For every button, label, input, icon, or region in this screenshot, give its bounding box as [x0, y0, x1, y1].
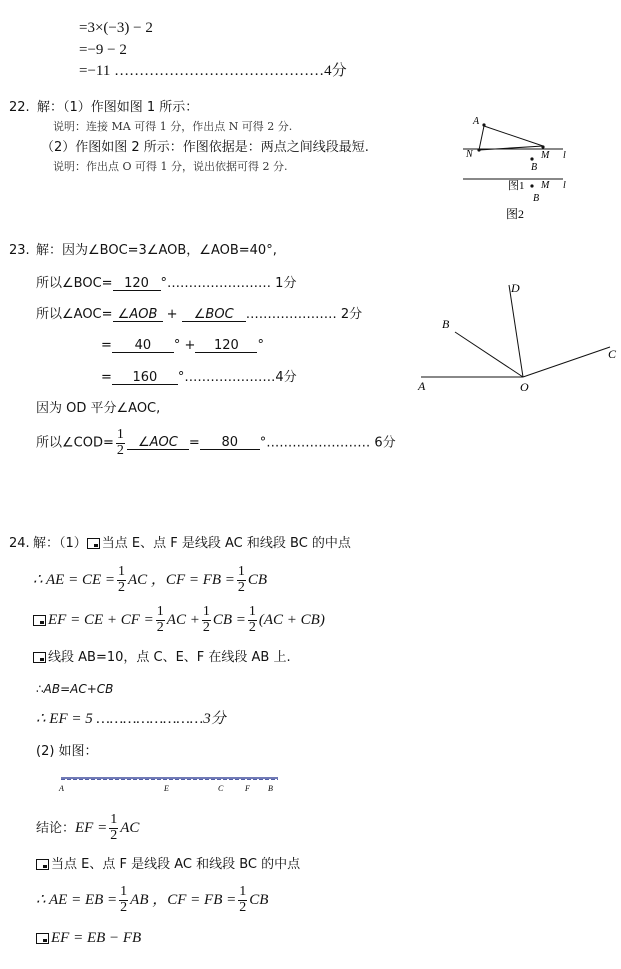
- q24-line3-c: CB =: [212, 611, 246, 628]
- q23-row1: [36, 277, 296, 291]
- q24-line2-b: AC ，CF = FB =: [128, 571, 235, 588]
- q24-line3: [33, 602, 325, 638]
- q24-seg-A: A: [59, 784, 64, 793]
- q24-line10-b: AB ，CF = FB =: [130, 891, 237, 908]
- q24-line3-d: (AC + CB): [258, 611, 325, 628]
- q23-row6-frac: [116, 428, 125, 458]
- q23-row4-post: °…………………4分: [177, 370, 297, 385]
- frac-den: 2: [118, 579, 126, 595]
- q22-pt-B2: B: [533, 193, 540, 204]
- q23-row3-blank2: 120: [195, 339, 257, 353]
- frac-den: 2: [239, 899, 247, 915]
- q23-row4-eq: =: [101, 370, 112, 385]
- q24-line11: [36, 931, 141, 946]
- q24-line2-a: ∴ AE = CE =: [33, 571, 116, 588]
- q22-fig1-label: 图1: [508, 180, 525, 192]
- q22-number: 22.: [9, 100, 30, 115]
- q22-figure: [455, 110, 580, 230]
- q23-row2-pre: 所以∠AOC=: [36, 307, 113, 322]
- frac-num: 1: [202, 603, 210, 619]
- q23-row2-blank2: ∠BOC: [182, 308, 246, 322]
- because-symbol-icon: [36, 933, 49, 944]
- frac-num: 1: [120, 883, 128, 899]
- q24-seg-E: E: [164, 784, 169, 793]
- q23-row4: [101, 371, 297, 385]
- q24-line3-b: AC +: [166, 611, 200, 628]
- q23-row2-blank1: ∠AOB: [113, 308, 163, 322]
- q22-part1-note: 说明：连接 MA 可得 1 分，作出点 N 可得 2 分.: [53, 120, 293, 133]
- q23-number: 23.: [9, 243, 30, 258]
- calc-line-3: =−11 ……………………………………4分: [79, 63, 347, 79]
- q22-pt-M: M: [541, 150, 550, 161]
- frac-num: 1: [237, 563, 245, 579]
- q22-line-l-2: l: [563, 180, 566, 191]
- q23-row2-plus: +: [166, 307, 178, 322]
- q24-line3-frac1: [156, 605, 165, 635]
- q24-segment-figure: [55, 772, 285, 796]
- q24-line5: ∴AB=AC+CB: [36, 682, 114, 696]
- q24-line2-frac1: [117, 565, 126, 595]
- q23-row2: [36, 308, 362, 322]
- frac-den: 2: [156, 619, 164, 635]
- calc-line-1: =3×(−3) − 2: [79, 20, 153, 36]
- q23-row6-blank2: 80: [200, 436, 260, 450]
- q24-seg-C: C: [218, 784, 224, 793]
- q24-conclusion-a: EF =: [75, 819, 108, 836]
- q24-conclusion-frac: [109, 813, 118, 843]
- q23-row6-eq: =: [188, 435, 200, 451]
- because-symbol-icon: [87, 538, 100, 549]
- q24-seg-B: B: [268, 784, 273, 793]
- q23-angle-figure: [405, 275, 620, 400]
- q23-pt-D: D: [511, 281, 520, 295]
- q22-pt-B: B: [531, 162, 538, 173]
- q24-line1-text: 当点 E、点 F 是线段 AC 和线段 BC 的中点: [101, 536, 351, 551]
- q23-row2-post: ………………… 2分: [245, 307, 363, 322]
- q23-row6: [36, 428, 396, 460]
- q23-pt-C: C: [608, 347, 617, 361]
- q23-row6-pre: 所以∠COD=: [36, 435, 114, 451]
- q23-row3-eq: =: [101, 338, 112, 353]
- q22-part2-note: 说明：作出点 O 可得 1 分，说出依据可得 2 分.: [53, 160, 288, 173]
- frac-den: 2: [110, 827, 118, 843]
- q22-line-l-1: l: [563, 150, 566, 161]
- q24-line7: (2) 如图：: [36, 744, 98, 759]
- q24-line11-text: EF = EB − FB: [51, 930, 142, 946]
- q24-line3-a: EF = CE + CF =: [48, 611, 154, 628]
- frac-den: 2: [248, 619, 256, 635]
- q23-row6-frac-num: 1: [116, 427, 124, 442]
- q22-pt-M2: M: [541, 180, 550, 191]
- q24-line6: ∴ EF = 5 ……………………3分: [36, 711, 226, 727]
- q23-row3-deg: °: [257, 338, 264, 353]
- q24-line3-frac3: [248, 605, 257, 635]
- q23-row3-blank1: 40: [112, 339, 174, 353]
- frac-num: 1: [239, 883, 247, 899]
- frac-num: 1: [248, 603, 256, 619]
- frac-num: 1: [156, 603, 164, 619]
- q24-line10-frac2: [238, 885, 247, 915]
- q23-row4-blank: 160: [112, 371, 178, 385]
- q24-line2-c: CB: [247, 571, 268, 588]
- q23-pt-B: B: [442, 317, 450, 331]
- q24-line1-pre: 解：（1）: [33, 536, 87, 551]
- q24-line3-frac2: [202, 605, 211, 635]
- q24-line4-text: 线段 AB=10，点 C、E、F 在线段 AB 上.: [48, 650, 291, 665]
- q22-fig2-label: 图2: [506, 207, 525, 221]
- q24-line2-frac2: [237, 565, 246, 595]
- q24-number: 24.: [9, 536, 30, 551]
- q23-row1-pre: 所以∠BOC=: [36, 276, 113, 291]
- q24-line2: [33, 562, 267, 598]
- frac-den: 2: [237, 579, 245, 595]
- q24-conclusion: [36, 810, 139, 846]
- q24-conclusion-b: AC: [120, 819, 140, 836]
- q22-pt-A: A: [473, 116, 480, 127]
- q23-row6-post: °…………………… 6分: [259, 435, 396, 451]
- frac-den: 2: [202, 619, 210, 635]
- q23-row1-blank: 120: [113, 277, 161, 291]
- q24-line10-c: CB: [249, 891, 269, 908]
- q24-line4: [33, 651, 291, 664]
- frac-den: 2: [120, 899, 128, 915]
- q22-pt-N: N: [466, 149, 473, 160]
- q24-line10-a: ∴ AE = EB =: [36, 891, 118, 908]
- frac-num: 1: [110, 811, 118, 827]
- q23-row5: 因为 OD 平分∠AOC,: [36, 401, 161, 416]
- q24-line9: [36, 858, 300, 871]
- q23-row6-blank1: ∠AOC: [127, 436, 189, 450]
- q24-line1: [33, 537, 351, 550]
- q23-row3-mid: ° +: [173, 338, 196, 353]
- q24-line10: [36, 882, 268, 918]
- q23-row1-post: °…………………… 1分: [160, 276, 297, 291]
- q23-pt-A: A: [418, 379, 426, 393]
- because-symbol-icon: [33, 615, 46, 626]
- q24-line10-frac1: [119, 885, 128, 915]
- q23-pt-O: O: [520, 380, 529, 394]
- because-symbol-icon: [33, 652, 46, 663]
- q23-intro: 解：因为∠BOC=3∠AOB，∠AOB=40°,: [36, 243, 277, 258]
- q23-row3: [101, 339, 264, 353]
- q22-part1: 解：（1）作图如图 1 所示：: [37, 100, 199, 115]
- because-symbol-icon: [36, 859, 49, 870]
- q22-part2: （2）作图如图 2 所示：作图依据是：两点之间线段最短.: [41, 140, 369, 155]
- calc-line-2: =−9 − 2: [79, 42, 127, 58]
- q23-row6-frac-den: 2: [116, 442, 124, 458]
- q24-seg-F: F: [245, 784, 250, 793]
- q24-conclusion-label: 结论：: [36, 820, 76, 836]
- q24-line9-text: 当点 E、点 F 是线段 AC 和线段 BC 的中点: [51, 857, 301, 872]
- frac-num: 1: [118, 563, 126, 579]
